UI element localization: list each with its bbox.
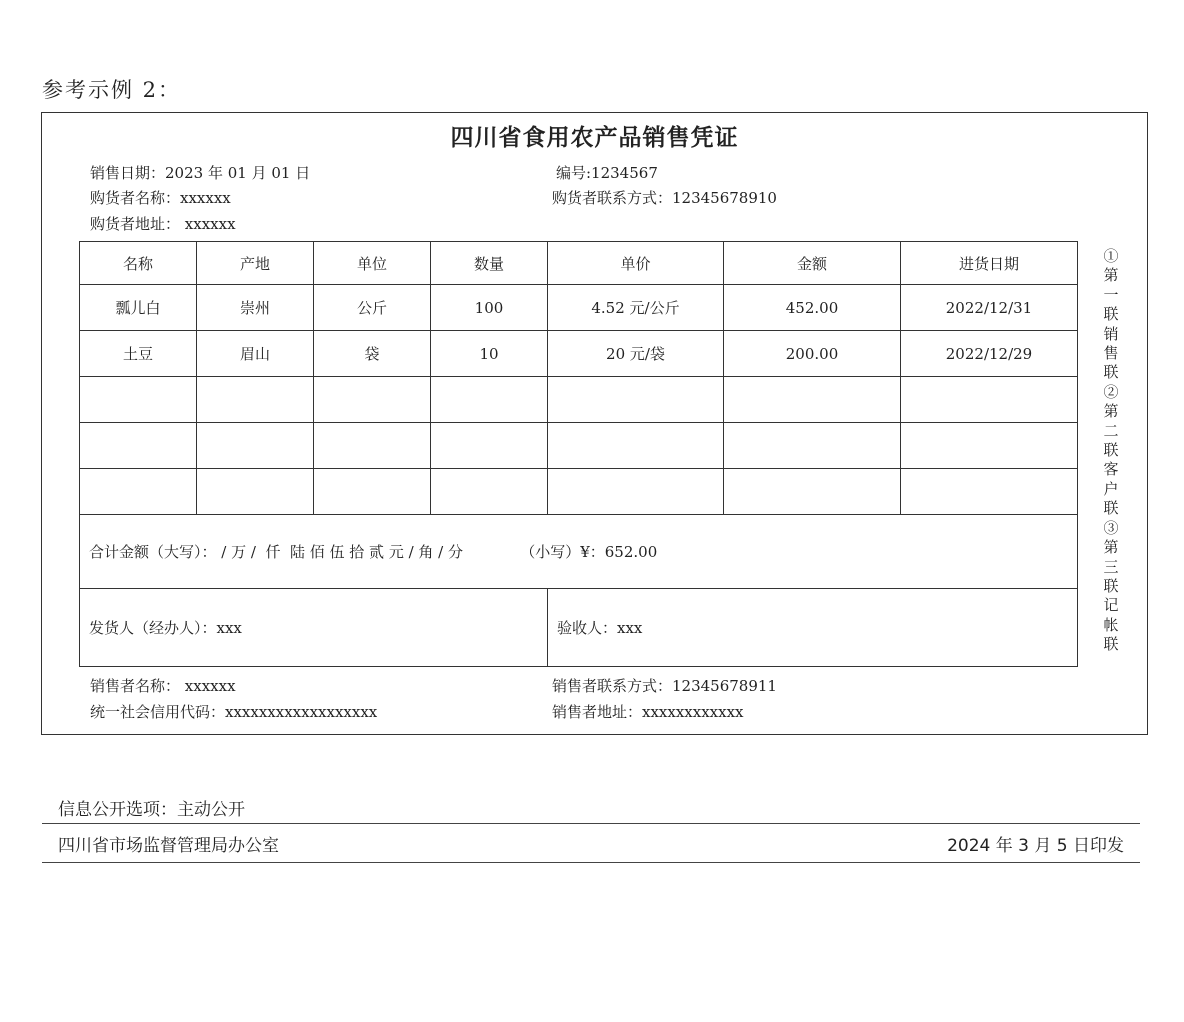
- table-cell: 崇州: [197, 285, 314, 331]
- column-header: 数量: [431, 242, 548, 285]
- table-cell: 土豆: [80, 331, 197, 377]
- table-cell: [431, 377, 548, 423]
- table-cell: [724, 423, 901, 469]
- section-heading: 参考示例 2：: [42, 78, 182, 102]
- table-cell: [431, 423, 548, 469]
- shipper-field: 发货人（经办人）：xxx: [80, 589, 548, 667]
- table-cell: 100: [431, 285, 548, 331]
- table-cell: [314, 377, 431, 423]
- table-cell: [431, 469, 548, 515]
- table-cell: 眉山: [197, 331, 314, 377]
- table-cell: [80, 423, 197, 469]
- table-cell: [724, 469, 901, 515]
- column-header: 名称: [80, 242, 197, 285]
- column-header: 进货日期: [901, 242, 1078, 285]
- buyer-contact: 购货者联系方式：12345678910: [552, 189, 777, 207]
- table-cell: [901, 469, 1078, 515]
- column-header: 金额: [724, 242, 901, 285]
- table-cell: 4.52 元/公斤: [548, 285, 724, 331]
- table-row: [80, 469, 1078, 515]
- sale-date: 销售日期：2023 年 01 月 01 日: [90, 164, 311, 182]
- table-cell: [314, 469, 431, 515]
- sales-voucher-form: [41, 112, 1148, 735]
- table-cell: [548, 423, 724, 469]
- table-cell: [314, 423, 431, 469]
- divider: [42, 823, 1140, 824]
- serial-number: 编号:1234567: [556, 164, 658, 182]
- seller-name: 销售者名称： xxxxxx: [90, 677, 236, 695]
- column-header: 单价: [548, 242, 724, 285]
- table-cell: [901, 377, 1078, 423]
- seller-address: 销售者地址：xxxxxxxxxxxx: [552, 703, 744, 721]
- table-header-row: [80, 242, 1078, 285]
- table-cell: [548, 469, 724, 515]
- table-cell: 公斤: [314, 285, 431, 331]
- signature-row: [80, 589, 1078, 667]
- table-cell: 袋: [314, 331, 431, 377]
- issue-date: 2024 年 3 月 5 日印发: [947, 836, 1124, 856]
- disclosure-option: 信息公开选项：主动公开: [58, 800, 245, 820]
- divider: [42, 862, 1140, 863]
- goods-table: [79, 241, 1078, 667]
- total-amount: 合计金额（大写）： / 万 / 仟 陆 佰 伍 拾 贰 元 / 角 / 分 （小写）¥：652.00: [80, 515, 1078, 589]
- table-cell: [548, 377, 724, 423]
- table-cell: [197, 469, 314, 515]
- seller-contact: 销售者联系方式：12345678911: [552, 677, 777, 695]
- table-cell: 20 元/袋: [548, 331, 724, 377]
- table-cell: 452.00: [724, 285, 901, 331]
- voucher-title: 四川省食用农产品销售凭证: [450, 125, 739, 151]
- issuing-office: 四川省市场监督管理局办公室: [58, 836, 279, 856]
- table-row: [80, 377, 1078, 423]
- table-cell: [901, 423, 1078, 469]
- column-header: 单位: [314, 242, 431, 285]
- table-row: [80, 423, 1078, 469]
- copies-note: ①第一联销售联②第二联客户联③第三联记帐联: [1103, 247, 1119, 654]
- credit-code: 统一社会信用代码：xxxxxxxxxxxxxxxxxx: [90, 703, 378, 721]
- table-cell: [197, 377, 314, 423]
- table-cell: 200.00: [724, 331, 901, 377]
- buyer-name: 购货者名称：xxxxxx: [90, 189, 231, 207]
- buyer-address: 购货者地址： xxxxxx: [90, 215, 236, 233]
- table-cell: 10: [431, 331, 548, 377]
- table-cell: 瓢儿白: [80, 285, 197, 331]
- column-header: 产地: [197, 242, 314, 285]
- table-row: [80, 331, 1078, 377]
- table-cell: [197, 423, 314, 469]
- table-cell: 2022/12/29: [901, 331, 1078, 377]
- receiver-field: 验收人：xxx: [548, 589, 1078, 667]
- table-cell: [80, 377, 197, 423]
- table-cell: 2022/12/31: [901, 285, 1078, 331]
- table-row: [80, 285, 1078, 331]
- table-cell: [80, 469, 197, 515]
- table-cell: [724, 377, 901, 423]
- total-row: [80, 515, 1078, 589]
